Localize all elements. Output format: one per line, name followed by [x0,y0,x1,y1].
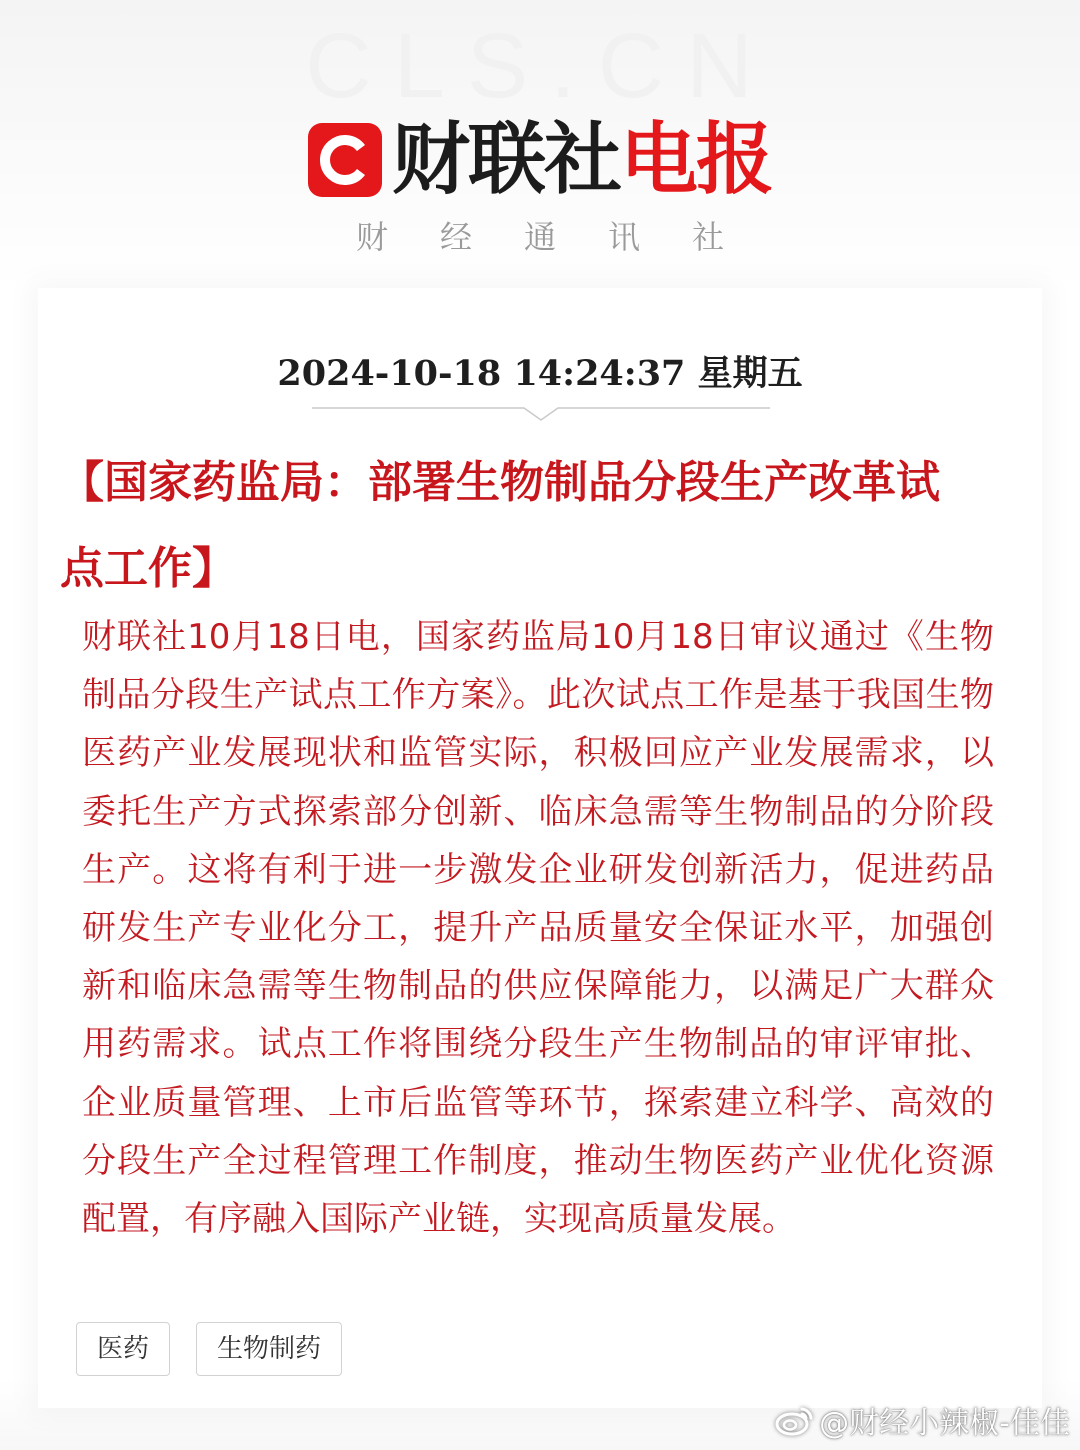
article-headline: 【国家药监局：部署生物制品分段生产改革试点工作】 [60,457,940,594]
datetime-divider [312,406,770,426]
weibo-icon [775,1403,815,1437]
brand-subtitle: 财经通讯社 [355,218,776,256]
publish-datetime: 2024-10-18 14:24:37 星期五 [277,353,803,394]
site-watermark: CLS.CN [305,15,775,117]
article-body: 财联社10月18日电，国家药监局10月18日审议通过《生物制品分段生产试点工作方案》。此次试点工作是基于我国生物医药产业发展现状和监管实际，积极回应产业发展需求，以委托生产方式探索部分创新、临床急需等生物制品的分阶段生产。这将有利于进一步激发企业研发创新活力，促进药品研发生产专业化分工，提升产品质量安全保证水平，加强创新和临床急需等生物制品的供应保障能力，以满足广大群众用药需求。试点工作将围绕分段生产生物制品的审评审批、企业质量管理、上市后监管等环节，探索建立科学、高效的分段生产全过程管理工作制度，推动生物医药产业优化资源配置，有序融入国际产业链，实现高质量发展。 [82,617,994,1240]
tag-biopharma[interactable]: 生物制药 [196,1322,342,1376]
tag-list [76,1322,368,1376]
weibo-credit [775,1398,1070,1442]
brand-name: 财联社 [391,115,620,205]
credit-text: @财经小辣椒-佳佳 [819,1406,1070,1441]
brand-header [0,112,1080,208]
cls-logo-icon [308,123,382,197]
tag-medicine[interactable]: 医药 [76,1322,170,1376]
brand-telegraph: 电报 [620,115,773,205]
